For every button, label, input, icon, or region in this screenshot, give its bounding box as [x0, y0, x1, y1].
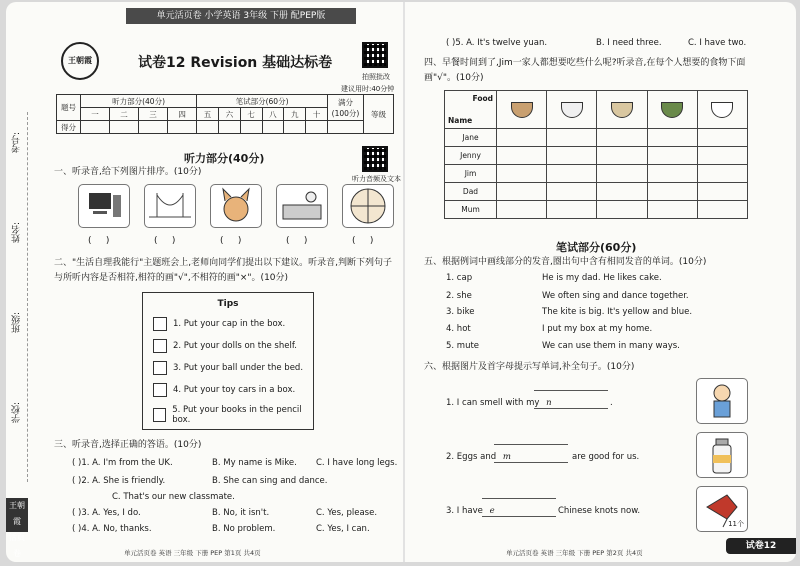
choice-a[interactable]: ( )3. A. Yes, I do. [72, 508, 141, 518]
sentence-end: Chinese knots now. [558, 506, 641, 516]
total-head: 满分 (100分) [328, 95, 364, 121]
tick-cell[interactable] [597, 201, 647, 219]
time-note: 建议用时:40分钟 [341, 85, 395, 93]
tick-cell[interactable] [697, 129, 747, 147]
example-word: 4. hot [446, 324, 471, 334]
score-cell[interactable] [262, 121, 284, 134]
q6-sentence-3 [446, 506, 495, 516]
choice-row [112, 492, 235, 502]
answer-paren[interactable]: ( ) [88, 236, 110, 246]
listen-heading: 听力部分(40分) [184, 152, 265, 165]
bridge-picture [144, 184, 196, 228]
tick-cell[interactable] [497, 201, 547, 219]
page-fold [403, 2, 405, 562]
writing-line [534, 390, 608, 391]
tick-cell[interactable] [547, 129, 597, 147]
choice-b[interactable]: B. I need three. [596, 38, 662, 48]
tick-cell[interactable] [497, 183, 547, 201]
tick-cell[interactable] [597, 165, 647, 183]
xuexiao-label: 学校: [12, 402, 22, 424]
sentence[interactable]: We often sing and dance together. [542, 291, 689, 301]
hint-letter: e [489, 506, 495, 516]
check-box[interactable] [153, 383, 167, 397]
tip-item [153, 405, 313, 425]
num-cell: 六 [218, 108, 240, 121]
score-cell[interactable] [240, 121, 262, 134]
choice-a[interactable]: ( )1. A. I'm from the UK. [72, 458, 173, 468]
qr-caption: 拍照批改 [362, 73, 390, 81]
banji-label: 班级: [12, 312, 22, 334]
choice-row [72, 458, 397, 468]
q6-sentence-1 [446, 398, 552, 408]
score-cell[interactable] [218, 121, 240, 134]
answer-paren[interactable]: ( ) [154, 236, 176, 246]
choice-b[interactable]: B. No, it isn't. [212, 508, 270, 518]
tick-cell[interactable] [497, 129, 547, 147]
xingming-label: 姓名: [12, 222, 22, 244]
tick-cell[interactable] [647, 129, 697, 147]
example-word: 5. mute [446, 341, 480, 351]
check-box[interactable] [153, 317, 167, 331]
choice-a[interactable]: ( )5. A. It's twelve yuan. [446, 38, 548, 48]
sentence-part: 2. Eggs and [446, 452, 497, 462]
q5-row [446, 324, 652, 334]
tick-cell[interactable] [547, 183, 597, 201]
sentence[interactable]: The kite is big. It's yellow and blue. [542, 307, 693, 317]
tick-cell[interactable] [697, 183, 747, 201]
write-head: 笔试部分(60分) [197, 95, 328, 108]
person-cell: Jane [445, 129, 497, 147]
choice-a[interactable]: ( )2. A. She is friendly. [72, 476, 166, 486]
soup-icon [547, 91, 597, 129]
sentence[interactable]: We can use them in many ways. [542, 341, 680, 351]
level-head: 等级 [364, 95, 394, 134]
choice-b[interactable]: B. My name is Mike. [212, 458, 297, 468]
example-word: 1. cap [446, 273, 473, 283]
kaohao-label: 考号: [12, 132, 22, 154]
tick-cell[interactable] [697, 165, 747, 183]
num-cell: 一 [81, 108, 110, 121]
num-cell: 四 [168, 108, 197, 121]
q5-row [446, 307, 692, 317]
audio-qr-icon[interactable] [362, 146, 388, 172]
tick-cell[interactable] [647, 201, 697, 219]
tip-item [153, 361, 303, 375]
brand-logo: 王朝霞 活页卷 [6, 498, 28, 532]
score-cell[interactable] [168, 121, 197, 134]
tick-cell[interactable] [547, 201, 597, 219]
choice-row [72, 524, 370, 534]
score-cell[interactable] [139, 121, 168, 134]
porridge-icon [597, 91, 647, 129]
answer-paren[interactable]: ( ) [286, 236, 308, 246]
choice-b[interactable]: B. No problem. [212, 524, 276, 534]
q5-text: 五、根据例词中画线部分的发音,圈出句中含有相同发音的单词。(10分) [424, 257, 707, 267]
score-cell[interactable] [306, 121, 328, 134]
qr-code-icon[interactable] [362, 42, 388, 68]
written-heading: 笔试部分(60分) [556, 241, 637, 254]
tick-cell[interactable] [597, 147, 647, 165]
writing-line [494, 444, 568, 445]
q3-text: 三、听录音,选择正确的答语。(10分) [54, 440, 202, 450]
exam-sheet [6, 2, 796, 562]
food-label: Food [472, 94, 493, 103]
num-cell: 十 [306, 108, 328, 121]
sentence-end: . [610, 398, 613, 408]
q5-row [446, 341, 680, 351]
sentence[interactable]: I put my box at my home. [542, 324, 653, 334]
person-cell: Jenny [445, 147, 497, 165]
vegetables-icon [647, 91, 697, 129]
shop-picture [276, 184, 328, 228]
tick-cell[interactable] [597, 183, 647, 201]
tick-cell[interactable] [647, 165, 697, 183]
num-cell: 三 [139, 108, 168, 121]
num-cell: 七 [240, 108, 262, 121]
score-table [56, 94, 394, 134]
answer-line[interactable] [534, 408, 608, 409]
answer-paren[interactable]: ( ) [220, 236, 242, 246]
tick-cell[interactable] [697, 201, 747, 219]
tip-item [153, 317, 285, 331]
choice-c[interactable]: C. Yes, I can. [316, 524, 370, 534]
food-name-header [445, 91, 497, 129]
score-cell[interactable] [81, 121, 110, 134]
exam-number-tab: 试卷12 [726, 538, 796, 554]
choice-row [446, 38, 746, 48]
example-word: 3. bike [446, 307, 475, 317]
hint-letter: n [546, 398, 552, 408]
person-cell: Jim [445, 165, 497, 183]
example-word: 2. she [446, 291, 472, 301]
q6-text: 六、根据图片及首字母提示写单词,补全句子。(10分) [424, 362, 635, 372]
name-label: Name [448, 116, 473, 125]
footer-left: 单元活页卷 英语 三年级 下册 PEP 第1页 共4页 [124, 549, 261, 557]
score-cell[interactable] [110, 121, 139, 134]
choice-c[interactable]: C. I have long legs. [316, 458, 398, 468]
choice-a[interactable]: ( )4. A. No, thanks. [72, 524, 152, 534]
check-box[interactable] [153, 408, 166, 422]
tip-text: 3. Put your ball under the bed. [173, 363, 304, 373]
person-cell: Mum [445, 201, 497, 219]
audio-qr-caption: 听力音频及文本 [352, 175, 401, 183]
q6-sentence-2 [446, 452, 511, 462]
choice-c[interactable]: C. I have two. [688, 38, 747, 48]
rice-icon [697, 91, 747, 129]
defen-cell: 得分 [57, 121, 81, 134]
q2-text: 二、"生活自理我能行"主题班会上,老师向同学们提出以下建议。听录音,判断下列句子与所听内容是否相符,相符的画"√",不相符的画"×"。(10分) [54, 258, 393, 283]
tip-text: 5. Put your books in the pencil box. [172, 405, 302, 425]
chinese-knots-picture [696, 486, 748, 532]
tick-cell[interactable] [647, 183, 697, 201]
num-cell: 九 [284, 108, 306, 121]
q5-row [446, 291, 689, 301]
tick-cell[interactable] [497, 147, 547, 165]
tip-text: 4. Put your toy cars in a box. [173, 385, 296, 395]
tick-cell[interactable] [697, 147, 747, 165]
hint-letter: m [502, 452, 511, 462]
listen-head: 听力部分(40分) [81, 95, 197, 108]
sentence-end: are good for us. [572, 452, 640, 462]
tick-cell[interactable] [547, 147, 597, 165]
score-cell[interactable] [328, 121, 364, 134]
milk-bottle-picture [696, 432, 748, 478]
tips-box [142, 292, 314, 430]
num-cell: 五 [197, 108, 219, 121]
boy-picture [696, 378, 748, 424]
tip-item [153, 383, 295, 397]
answer-paren[interactable]: ( ) [352, 236, 374, 246]
tip-text: 1. Put your cap in the box. [173, 319, 286, 329]
choice-row [72, 508, 377, 518]
choice-b[interactable]: B. She can sing and dance. [212, 476, 328, 486]
tick-cell[interactable] [647, 147, 697, 165]
tips-title: Tips [217, 299, 239, 309]
knots-count: 11个 [728, 520, 744, 528]
tick-cell[interactable] [547, 165, 597, 183]
score-cell[interactable] [197, 121, 219, 134]
sentence[interactable]: He is my dad. He likes cake. [542, 273, 662, 283]
tihao-cell: 题号 [57, 95, 81, 121]
q1-text: 一、听录音,给下列图片排序。(10分) [54, 167, 202, 177]
series-banner: 单元活页卷 小学英语 3年级 下册 配PEP版 [126, 8, 356, 24]
q5-row [446, 273, 662, 283]
page-title: 试卷12 Revision 基础达标卷 [138, 55, 333, 71]
num-cell: 八 [262, 108, 284, 121]
food-plate-picture [342, 184, 394, 228]
tip-item [153, 339, 297, 353]
choice-c[interactable]: C. That's our new classmate. [112, 492, 235, 502]
num-cell: 二 [110, 108, 139, 121]
noodles-icon [497, 91, 547, 129]
choice-c[interactable]: C. Yes, please. [316, 508, 378, 518]
food-table [444, 90, 748, 219]
tick-cell[interactable] [597, 129, 647, 147]
answer-line[interactable] [494, 462, 568, 463]
answer-line[interactable] [482, 516, 556, 517]
score-cell[interactable] [284, 121, 306, 134]
sentence-part: 3. I have [446, 506, 483, 516]
dog-picture [210, 184, 262, 228]
tip-text: 2. Put your dolls on the shelf. [173, 341, 297, 351]
computer-picture [78, 184, 130, 228]
check-box[interactable] [153, 361, 167, 375]
choice-row [72, 476, 328, 486]
sentence-part: 1. I can smell with my [446, 398, 540, 408]
person-cell: Dad [445, 183, 497, 201]
check-box[interactable] [153, 339, 167, 353]
q4-text: 四、早餐时间到了,Jim一家人都想要吃些什么呢?听录音,在每个人想要的食物下面画"√"。(10分) [424, 58, 746, 83]
footer-right: 单元活页卷 英语 三年级 下册 PEP 第2页 共4页 [506, 549, 643, 557]
writing-line [482, 498, 556, 499]
binding-strip [6, 112, 28, 482]
tick-cell[interactable] [497, 165, 547, 183]
publisher-logo: 王朝霞 [61, 42, 99, 80]
